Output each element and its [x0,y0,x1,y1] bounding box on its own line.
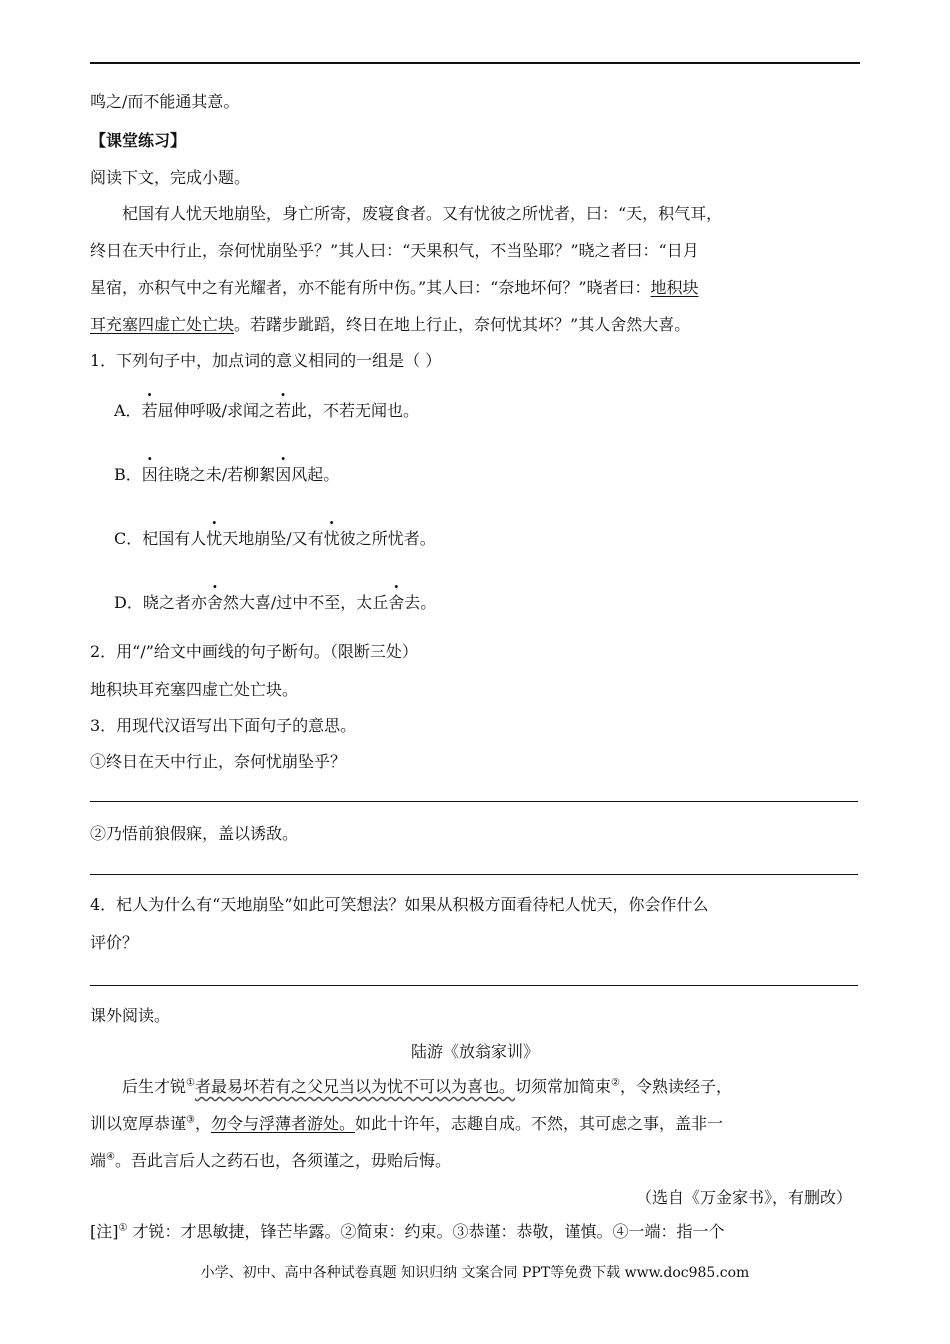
q3-item-2: ②乃悟前狼假寐，盖以诱敌。 [90,824,299,843]
q1-option-b: B．因往晓之未/若柳絮因风起。 [114,465,340,484]
instruction: 阅读下文，完成小题。 [90,168,251,187]
answer-line-2[interactable] [90,874,858,875]
section-title: 【课堂练习】 [90,131,187,150]
lu-you-title: 陆游《放翁家训》 [410,1042,539,1061]
annotation-note: [注]① 才锐：才思敏捷，锋芒毕露。②简束：约束。③恭谨：恭敬，谨慎。④一端：指一个 [90,1222,725,1241]
footer-text: 小学、初中、高中各种试卷真题 知识归纳 文案合同 PPT等免费下载 www.doc985.com [200,1265,750,1281]
lu-you-line-3: 端④。吾此言后人之药石也，各须谨之，毋贻后悔。 [90,1151,451,1170]
source-citation: （选自《万金家书》，有删改） [635,1188,852,1207]
underlined-sentence: 勿令与浮薄者游处。 [211,1114,356,1133]
header-rule [90,62,860,64]
passage-line-2: 终日在天中行止，奈何忧崩坠乎？”其人曰：“天果积气，不当坠耶？”晓之者曰：“日月 [90,241,699,260]
answer-line-1[interactable] [90,801,858,802]
wavy-underlined-sentence: 者最易坏若有之父兄当以为忧不可以为喜也。 [194,1077,515,1096]
passage-line-4: 耳充塞四虚亡处亡块。若躇步跐蹈，终日在地上行止，奈何忧其坏？”其人舍然大喜。 [90,315,691,334]
q1-option-c: C．杞国有人忧天地崩坠/又有忧彼之所忧者。 [114,529,436,548]
q2-stem: 2．用“/”给文中画线的句子断句。（限断三处） [90,642,418,661]
lu-you-line-2: 训以宽厚恭谨③，勿令与浮薄者游处。如此十许年，志趣自成。不然，其可虑之事，盖非一 [90,1114,724,1133]
q4-line-1: 4．杞人为什么有“天地崩坠”如此可笑想法？如果从积极方面看待杞人忧天，你会作什么 [90,895,709,914]
passage-line-1: 杞国有人忧天地崩坠，身亡所寄，废寝食者。又有忧彼之所忧者，曰：“天，积气耳， [122,204,723,223]
underlined-sentence-part2: 耳充塞四虚亡处亡块 [90,315,235,334]
passage-line-3: 星宿，亦积气中之有光耀者，亦不能有所中伤。”其人曰：“奈地坏何？”晓者曰：地积块 [90,278,699,297]
underlined-sentence-part1: 地积块 [650,278,699,297]
extra-reading-label: 课外阅读。 [90,1006,171,1025]
q1-option-a: A．若屈伸呼吸/求闻之若此，不若无闻也。 [114,401,420,420]
q2-sentence: 地积块耳充塞四虚亡处亡块。 [90,680,299,699]
lu-you-line-1: 后生才锐①者最易坏若有之父兄当以为忧不可以为喜也。切须常加简束②，令熟读经子， [122,1077,732,1096]
intro-line: 鸣之/而不能通其意。 [90,92,240,111]
q1-stem: 1．下列句子中，加点词的意义相同的一组是（ ） [90,351,442,370]
answer-line-3[interactable] [90,985,858,986]
q4-line-2: 评价？ [90,933,139,952]
q1-option-d: D．晓之者亦舍然大喜/过中不至，太丘舍去。 [114,593,437,612]
q3-item-1: ①终日在天中行止，奈何忧崩坠乎？ [90,752,347,771]
q3-stem: 3．用现代汉语写出下面句子的意思。 [90,716,357,735]
